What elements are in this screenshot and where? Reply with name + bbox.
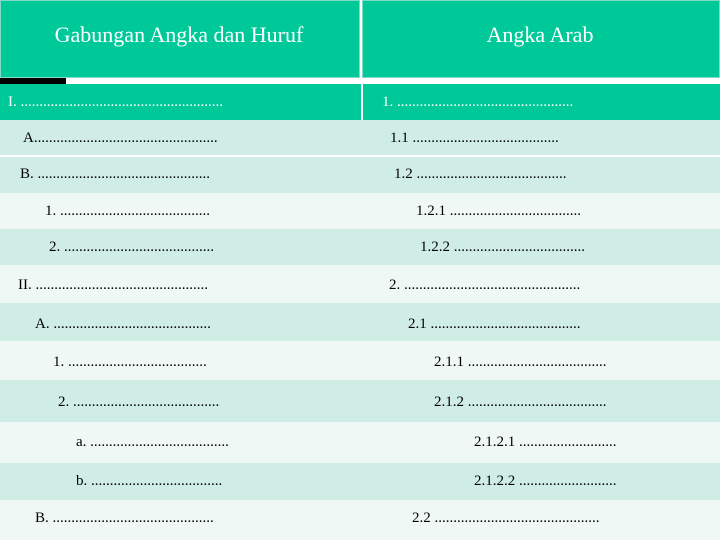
header-left-cell <box>0 0 360 78</box>
row-left-text: B. ........................................... <box>35 510 214 526</box>
row-left-text: I. ...................................................... <box>8 94 223 110</box>
table-row <box>0 157 720 193</box>
table-row <box>0 422 720 463</box>
table-row <box>0 500 720 540</box>
header-right-label: Angka Arab <box>486 22 594 47</box>
row-right-text: 2.1.2.1 .......................... <box>474 434 617 450</box>
row-left-text: B. .............................................. <box>20 166 211 182</box>
row-left-text: 2. ....................................... <box>58 394 220 410</box>
row-right-text: 1.2 ........................................ <box>394 166 567 182</box>
row-right-text: 1.2.1 ................................... <box>416 203 581 219</box>
table-row <box>0 120 720 156</box>
row-left-text: a. ..................................... <box>76 434 229 450</box>
row-right-text: 2.1 ........................................ <box>408 316 581 332</box>
table-row <box>0 380 720 422</box>
row-right-text: 1. ............................................... <box>382 94 574 110</box>
header-left-label: Gabungan Angka dan Huruf <box>54 22 304 47</box>
row-left-text: 1. ..................................... <box>53 354 207 370</box>
table-row <box>0 229 720 265</box>
row-left-text: b. ................................... <box>76 473 223 489</box>
table-row <box>0 193 720 229</box>
row-right-text: 1.1 ....................................... <box>390 130 559 146</box>
row-right-text: 2.1.1 ..................................... <box>434 354 607 370</box>
table-row <box>0 463 720 500</box>
row-left-text: A. .......................................... <box>35 316 211 332</box>
table-row <box>0 265 720 303</box>
row-left-text: II. .............................................. <box>18 277 208 293</box>
table-row <box>0 84 720 120</box>
table-row <box>0 303 720 341</box>
table-row <box>0 341 720 380</box>
row-left-text: 2. ........................................ <box>49 239 214 255</box>
row-right-text: 2. ............................................... <box>389 277 581 293</box>
column-divider <box>361 84 363 120</box>
row-left-text: 1. ........................................ <box>45 203 210 219</box>
header-right-cell <box>362 0 720 78</box>
row-right-text: 2.1.2.2 .......................... <box>474 473 617 489</box>
row-right-text: 1.2.2 ................................... <box>420 239 585 255</box>
row-left-text: A................................................. <box>23 130 218 146</box>
row-right-text: 2.2 ............................................ <box>412 510 600 526</box>
row-right-text: 2.1.2 ..................................... <box>434 394 607 410</box>
